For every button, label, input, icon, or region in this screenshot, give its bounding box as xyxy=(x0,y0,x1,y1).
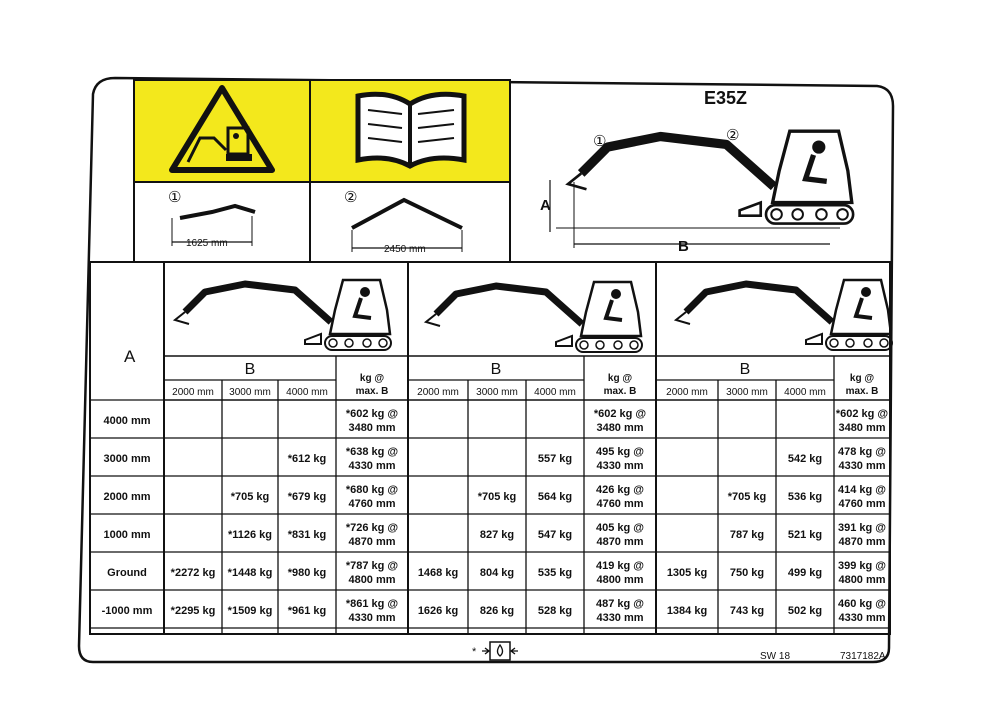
dimension-b-label: B xyxy=(678,238,689,255)
max-load-value: *638 kg @ xyxy=(345,446,399,458)
max-load-value: *602 kg @ xyxy=(835,408,889,420)
column-group-b-label: B xyxy=(244,361,256,378)
load-value: *1509 kg xyxy=(227,605,273,617)
row-label: Ground xyxy=(107,567,147,579)
load-value: 542 kg xyxy=(787,453,823,465)
max-reach-value: 4330 mm xyxy=(348,460,396,472)
column-group-b-label: B xyxy=(739,361,751,378)
load-value: *705 kg xyxy=(230,491,270,503)
column-header: 3000 mm xyxy=(229,387,271,398)
load-value: 1384 kg xyxy=(666,605,708,617)
max-load-value: 495 kg @ xyxy=(595,446,645,458)
diagram-marker-2: ② xyxy=(726,127,740,144)
max-reach-value: 4870 mm xyxy=(838,536,886,548)
row-label: -1000 mm xyxy=(101,605,153,617)
footer-star: * xyxy=(472,646,477,658)
load-value: *1126 kg xyxy=(227,529,273,541)
max-load-value: *602 kg @ xyxy=(345,408,399,420)
load-value: 528 kg xyxy=(537,605,573,617)
max-load-value: 391 kg @ xyxy=(837,522,887,534)
max-header-line2: max. B xyxy=(845,386,879,397)
diagram-marker-1: ① xyxy=(593,133,607,150)
max-reach-value: 4330 mm xyxy=(838,612,886,624)
column-header: 3000 mm xyxy=(726,387,768,398)
arm-option-2-marker: ② xyxy=(344,189,358,206)
column-header: 2000 mm xyxy=(666,387,708,398)
load-value: *2272 kg xyxy=(170,567,216,579)
load-value: 804 kg xyxy=(479,567,515,579)
max-header-line1: kg @ xyxy=(359,373,385,384)
row-label: 1000 mm xyxy=(103,529,151,541)
max-header-line2: max. B xyxy=(603,386,637,397)
max-load-value: *602 kg @ xyxy=(593,408,647,420)
max-header-line1: kg @ xyxy=(607,373,633,384)
column-header: 2000 mm xyxy=(172,387,214,398)
max-reach-value: 4760 mm xyxy=(838,498,886,510)
model-title: E35Z xyxy=(704,88,748,108)
max-reach-value: 3480 mm xyxy=(596,422,644,434)
max-reach-value: 3480 mm xyxy=(348,422,396,434)
max-reach-value: 4330 mm xyxy=(596,612,644,624)
row-label: 2000 mm xyxy=(103,491,151,503)
load-value: 547 kg xyxy=(537,529,573,541)
column-group-b-label: B xyxy=(490,361,502,378)
row-label: 4000 mm xyxy=(103,415,151,427)
column-header: 2000 mm xyxy=(417,387,459,398)
column-header: 4000 mm xyxy=(286,387,328,398)
load-value: *831 kg xyxy=(287,529,327,541)
load-value: 499 kg xyxy=(787,567,823,579)
load-value: *705 kg xyxy=(477,491,517,503)
arm-option-1-length: 1625 mm xyxy=(186,238,228,249)
max-load-value: *726 kg @ xyxy=(345,522,399,534)
load-value: 787 kg xyxy=(729,529,765,541)
max-load-value: 460 kg @ xyxy=(837,598,887,610)
load-value: 564 kg xyxy=(537,491,573,503)
max-reach-value: 4800 mm xyxy=(348,574,396,586)
max-reach-value: 4330 mm xyxy=(348,612,396,624)
max-load-value: 419 kg @ xyxy=(595,560,645,572)
max-reach-value: 4760 mm xyxy=(348,498,396,510)
column-header: 3000 mm xyxy=(476,387,518,398)
max-load-value: *680 kg @ xyxy=(345,484,399,496)
max-reach-value: 3480 mm xyxy=(838,422,886,434)
max-load-value: 426 kg @ xyxy=(595,484,645,496)
max-load-value: 405 kg @ xyxy=(595,522,645,534)
load-value: 1468 kg xyxy=(417,567,459,579)
column-header: 4000 mm xyxy=(784,387,826,398)
dimension-a-label: A xyxy=(540,197,551,214)
load-value: 1305 kg xyxy=(666,567,708,579)
max-reach-value: 4800 mm xyxy=(596,574,644,586)
load-value: *980 kg xyxy=(287,567,327,579)
max-load-value: 414 kg @ xyxy=(837,484,887,496)
load-value: 1626 kg xyxy=(417,605,459,617)
load-value: *961 kg xyxy=(287,605,327,617)
load-value: 502 kg xyxy=(787,605,823,617)
table-row-header: A xyxy=(124,347,136,366)
load-value: *679 kg xyxy=(287,491,327,503)
arm-option-2-length: 2450 mm xyxy=(384,244,426,255)
max-reach-value: 4870 mm xyxy=(348,536,396,548)
load-value: *2295 kg xyxy=(170,605,216,617)
max-reach-value: 4760 mm xyxy=(596,498,644,510)
max-header-line2: max. B xyxy=(355,386,389,397)
max-load-value: 399 kg @ xyxy=(837,560,887,572)
load-value: *1448 kg xyxy=(227,567,273,579)
load-value: 827 kg xyxy=(479,529,515,541)
max-load-value: *787 kg @ xyxy=(345,560,399,572)
max-reach-value: 4870 mm xyxy=(596,536,644,548)
load-value: 743 kg xyxy=(729,605,765,617)
load-value: 557 kg xyxy=(537,453,573,465)
footer-code-left: SW 18 xyxy=(760,651,791,662)
max-reach-value: 4800 mm xyxy=(838,574,886,586)
max-load-value: *861 kg @ xyxy=(345,598,399,610)
load-value: 535 kg xyxy=(537,567,573,579)
load-value: 521 kg xyxy=(787,529,823,541)
max-reach-value: 4330 mm xyxy=(838,460,886,472)
load-value: 750 kg xyxy=(729,567,765,579)
max-reach-value: 4330 mm xyxy=(596,460,644,472)
operator-manual-book-icon xyxy=(358,94,464,166)
load-value: *612 kg xyxy=(287,453,327,465)
arm-option-1-marker: ① xyxy=(168,189,182,206)
footer-code-right: 7317182A xyxy=(840,651,886,662)
load-value: 826 kg xyxy=(479,605,515,617)
max-load-value: 478 kg @ xyxy=(837,446,887,458)
column-header: 4000 mm xyxy=(534,387,576,398)
load-value: 536 kg xyxy=(787,491,823,503)
row-label: 3000 mm xyxy=(103,453,151,465)
max-header-line1: kg @ xyxy=(849,373,875,384)
load-value: *705 kg xyxy=(727,491,767,503)
max-load-value: 487 kg @ xyxy=(595,598,645,610)
